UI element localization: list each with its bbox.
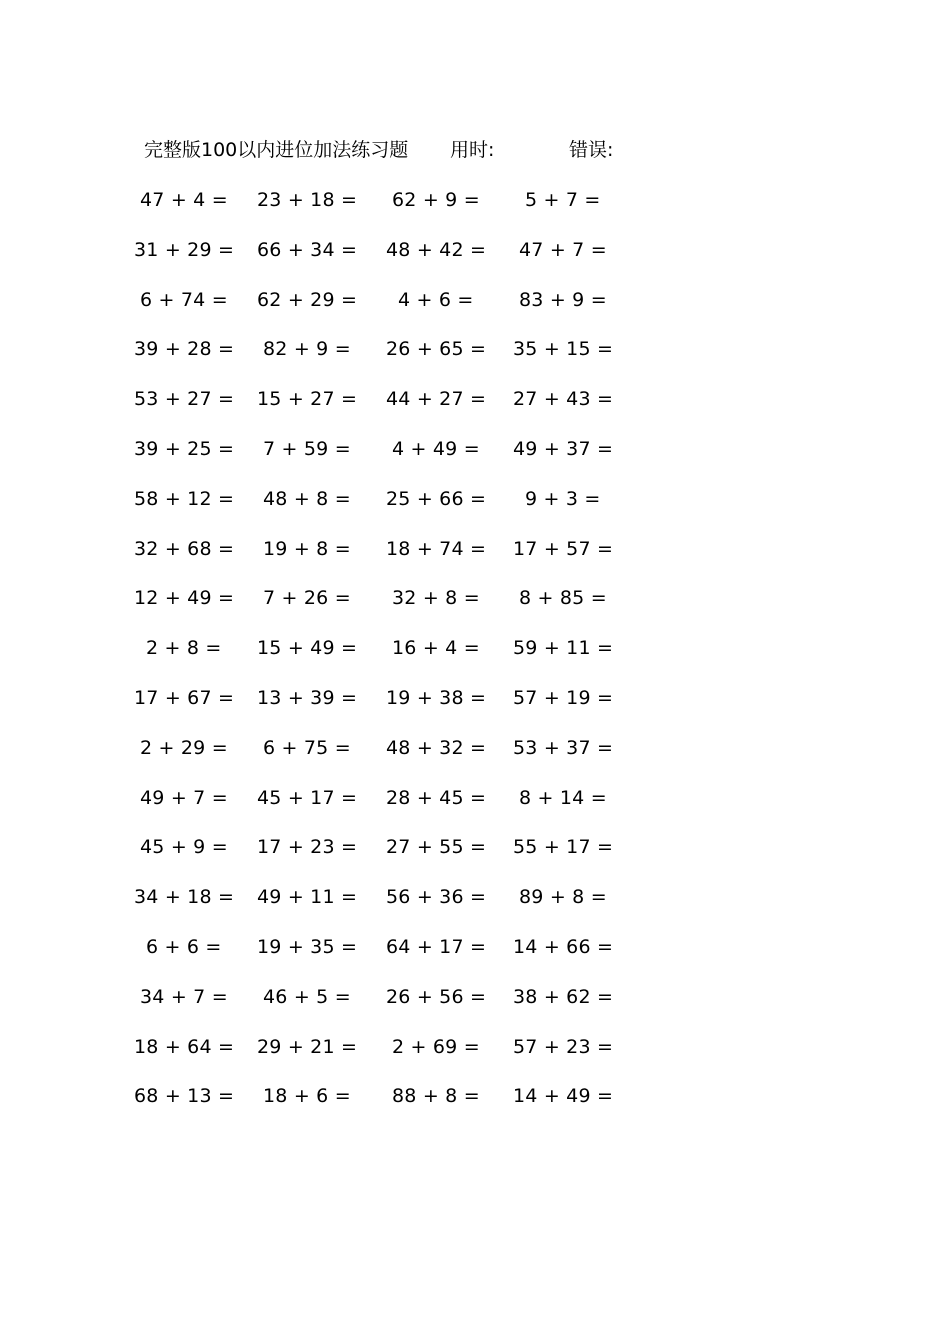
problem-item: 16 + 4 = [392, 637, 480, 660]
problem-item: 46 + 5 = [263, 985, 351, 1008]
problem-item: 58 + 12 = [134, 487, 235, 510]
problem-row [0, 633, 950, 663]
problem-item: 19 + 8 = [263, 537, 351, 560]
problem-item: 47 + 7 = [519, 238, 607, 261]
problem-item: 14 + 49 = [513, 1085, 614, 1108]
problem-item: 49 + 7 = [140, 786, 228, 809]
problem-item: 6 + 6 = [146, 936, 222, 958]
problem-item: 57 + 23 = [513, 1035, 614, 1058]
problem-item: 6 + 74 = [140, 288, 228, 311]
problem-row [0, 1081, 950, 1111]
problem-item: 8 + 14 = [519, 786, 607, 809]
problem-item: 49 + 11 = [257, 886, 358, 909]
problem-item: 34 + 18 = [134, 886, 235, 909]
problem-item: 38 + 62 = [513, 985, 614, 1008]
problem-item: 39 + 25 = [134, 438, 235, 460]
problem-row [0, 384, 950, 414]
problem-item: 47 + 4 = [140, 189, 228, 211]
problem-row [0, 783, 950, 813]
problem-item: 26 + 65 = [386, 338, 487, 361]
problem-item: 7 + 59 = [263, 438, 351, 460]
problem-item: 35 + 15 = [513, 338, 614, 361]
problem-item: 32 + 8 = [392, 587, 480, 610]
problem-row [0, 832, 950, 862]
time-used-label: 用时: [450, 139, 495, 161]
problem-row [0, 334, 950, 364]
problem-item: 13 + 39 = [257, 687, 358, 709]
problem-item: 34 + 7 = [140, 985, 228, 1008]
problem-item: 56 + 36 = [386, 886, 487, 909]
problem-item: 7 + 26 = [263, 587, 351, 610]
problem-item: 8 + 85 = [519, 587, 607, 610]
problem-row [0, 882, 950, 912]
problem-item: 53 + 37 = [513, 736, 614, 759]
problem-item: 62 + 9 = [392, 189, 480, 211]
problem-item: 49 + 37 = [513, 438, 614, 460]
problem-row [0, 185, 950, 215]
problem-item: 4 + 49 = [392, 438, 480, 460]
problem-item: 62 + 29 = [257, 288, 358, 311]
problem-item: 17 + 57 = [513, 537, 614, 560]
problem-row [0, 733, 950, 763]
problem-row [0, 484, 950, 514]
problem-row [0, 1032, 950, 1062]
problem-item: 25 + 66 = [386, 487, 487, 510]
problem-item: 23 + 18 = [257, 189, 358, 211]
problem-item: 88 + 8 = [392, 1085, 480, 1108]
problem-item: 27 + 43 = [513, 388, 614, 411]
problem-item: 55 + 17 = [513, 836, 614, 859]
problem-item: 89 + 8 = [519, 886, 607, 909]
problem-item: 48 + 42 = [386, 238, 487, 261]
problem-item: 2 + 8 = [146, 637, 222, 660]
problem-item: 59 + 11 = [513, 637, 614, 660]
problem-item: 4 + 6 = [398, 288, 474, 311]
problem-item: 18 + 74 = [386, 537, 487, 560]
problem-row [0, 534, 950, 564]
problem-item: 19 + 35 = [257, 936, 358, 958]
problem-item: 64 + 17 = [386, 936, 487, 958]
problem-item: 2 + 29 = [140, 736, 228, 759]
problem-item: 5 + 7 = [525, 189, 601, 211]
problem-item: 15 + 27 = [257, 388, 358, 411]
problem-item: 39 + 28 = [134, 338, 235, 361]
problem-item: 44 + 27 = [386, 388, 487, 411]
problem-item: 57 + 19 = [513, 687, 614, 709]
problem-item: 17 + 67 = [134, 687, 235, 709]
problem-row [0, 583, 950, 613]
errors-label: 错误: [569, 139, 614, 161]
problem-item: 18 + 6 = [263, 1085, 351, 1108]
problem-row [0, 683, 950, 713]
problem-row [0, 285, 950, 315]
problem-row [0, 235, 950, 265]
problem-item: 12 + 49 = [134, 587, 235, 610]
problem-item: 53 + 27 = [134, 388, 235, 411]
problem-item: 18 + 64 = [134, 1035, 235, 1058]
problem-item: 48 + 8 = [263, 487, 351, 510]
problem-item: 14 + 66 = [513, 936, 614, 958]
problem-row [0, 982, 950, 1012]
problem-item: 31 + 29 = [134, 238, 235, 261]
problem-item: 45 + 9 = [140, 836, 228, 859]
problem-item: 28 + 45 = [386, 786, 487, 809]
problem-item: 2 + 69 = [392, 1035, 480, 1058]
problem-item: 19 + 38 = [386, 687, 487, 709]
problem-item: 45 + 17 = [257, 786, 358, 809]
problem-item: 68 + 13 = [134, 1085, 235, 1108]
problem-item: 26 + 56 = [386, 985, 487, 1008]
problem-item: 17 + 23 = [257, 836, 358, 859]
problem-item: 82 + 9 = [263, 338, 351, 361]
problem-item: 32 + 68 = [134, 537, 235, 560]
problem-item: 15 + 49 = [257, 637, 358, 660]
problem-item: 9 + 3 = [525, 487, 601, 510]
problem-item: 83 + 9 = [519, 288, 607, 311]
problem-item: 29 + 21 = [257, 1035, 358, 1058]
problem-item: 66 + 34 = [257, 238, 358, 261]
problem-row [0, 434, 950, 464]
problem-item: 6 + 75 = [263, 736, 351, 759]
worksheet-title: 完整版100以内进位加法练习题 [144, 139, 409, 161]
problem-item: 27 + 55 = [386, 836, 487, 859]
problem-row [0, 932, 950, 962]
problem-item: 48 + 32 = [386, 736, 487, 759]
